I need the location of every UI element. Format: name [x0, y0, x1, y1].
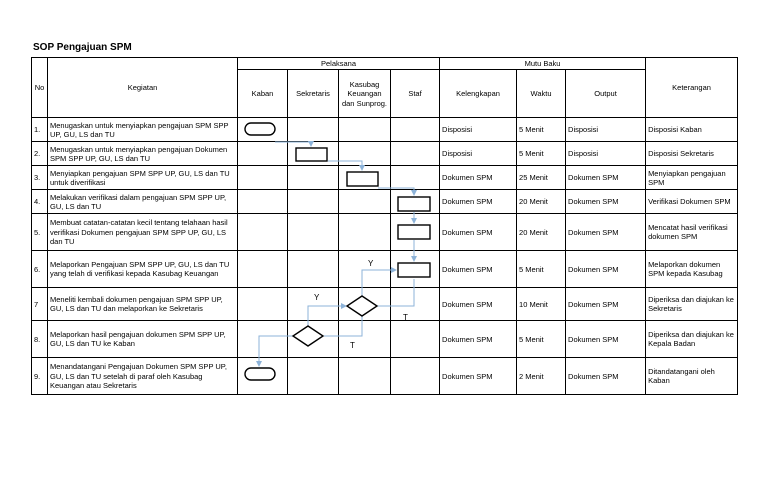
row-keterangan: Ditandatangani oleh Kaban [646, 358, 738, 395]
row-no: 2. [32, 142, 48, 166]
row-waktu: 20 Menit [517, 214, 566, 251]
flow-label-no: T [403, 313, 408, 322]
row-kegiatan: Menugaskan untuk menyiapkan pengajuan Dokumen SPM SPP UP, GU, LS dan TU [48, 142, 238, 166]
header-no: No [32, 58, 48, 118]
table-row [32, 288, 738, 321]
row-output: Dokumen SPM [566, 358, 646, 395]
row-output: Disposisi [566, 142, 646, 166]
row-waktu: 5 Menit [517, 321, 566, 358]
row-output: Dokumen SPM [566, 166, 646, 190]
row-keterangan: Melaporkan dokumen SPM kepada Kasubag [646, 251, 738, 288]
row-output: Dokumen SPM [566, 214, 646, 251]
row-waktu: 25 Menit [517, 166, 566, 190]
row-keterangan: Disposisi Sekretaris [646, 142, 738, 166]
row-kegiatan: Menandatangani Pengajuan Dokumen SPM SPP UP, GU, LS dan TU setelah di paraf oleh Kasubag Keuangan atau Sekretaris [48, 358, 238, 395]
table-row [32, 321, 738, 358]
header-kelengkapan: Kelengkapan [440, 70, 517, 118]
row-no: 9. [32, 358, 48, 395]
header-keterangan: Keterangan [646, 58, 738, 118]
row-kegiatan: Melaporkan Pengajuan SPM SPP UP, GU, LS dan TU yang telah di verifikasi kepada Kasubag Keuangan [48, 251, 238, 288]
table-row [32, 214, 738, 251]
row-no: 7 [32, 288, 48, 321]
flow-label-no: T [350, 341, 355, 350]
row-waktu: 5 Menit [517, 118, 566, 142]
row-keterangan: Disposisi Kaban [646, 118, 738, 142]
table-row [32, 118, 738, 142]
row-no: 4. [32, 190, 48, 214]
row-keterangan: Mencatat hasil verifikasi dokumen SPM [646, 214, 738, 251]
row-kegiatan: Menyiapkan pengajuan SPM SPP UP, GU, LS dan TU untuk diverifikasi [48, 166, 238, 190]
row-no: 6. [32, 251, 48, 288]
row-waktu: 2 Menit [517, 358, 566, 395]
row-kelengkapan: Dokumen SPM [440, 251, 517, 288]
sop-table [31, 57, 738, 395]
page-title: SOP Pengajuan SPM [33, 42, 132, 53]
row-no: 1. [32, 118, 48, 142]
row-output: Dokumen SPM [566, 190, 646, 214]
row-keterangan: Menyiapkan pengajuan SPM [646, 166, 738, 190]
header-output: Output [566, 70, 646, 118]
row-kelengkapan: Dokumen SPM [440, 214, 517, 251]
header-sekretaris: Sekretaris [288, 70, 339, 118]
row-kegiatan: Melakukan verifikasi dalam pengajuan SPM SPP UP, GU, LS dan TU [48, 190, 238, 214]
header-mutu-baku: Mutu Baku [440, 58, 646, 70]
table-row [32, 166, 738, 190]
row-output: Dokumen SPM [566, 288, 646, 321]
row-output: Dokumen SPM [566, 321, 646, 358]
row-waktu: 5 Menit [517, 251, 566, 288]
table-row [32, 251, 738, 288]
row-keterangan: Diperiksa dan diajukan ke Kepala Badan [646, 321, 738, 358]
row-output: Dokumen SPM [566, 251, 646, 288]
row-kegiatan: Menugaskan untuk menyiapkan pengajuan SPM SPP UP, GU, LS dan TU [48, 118, 238, 142]
row-no: 5. [32, 214, 48, 251]
row-kelengkapan: Dokumen SPM [440, 288, 517, 321]
row-waktu: 10 Menit [517, 288, 566, 321]
table-row [32, 142, 738, 166]
row-waktu: 5 Menit [517, 142, 566, 166]
header-kaban: Kaban [238, 70, 288, 118]
header-staf: Staf [391, 70, 440, 118]
header-waktu: Waktu [517, 70, 566, 118]
row-kelengkapan: Disposisi [440, 118, 517, 142]
header-pelaksana: Pelaksana [238, 58, 440, 70]
row-no: 8. [32, 321, 48, 358]
row-kelengkapan: Dokumen SPM [440, 358, 517, 395]
row-keterangan: Verifikasi Dokumen SPM [646, 190, 738, 214]
row-kegiatan: Melaporkan hasil pengajuan dokumen SPM SPP UP, GU, LS dan TU ke Kaban [48, 321, 238, 358]
row-kelengkapan: Dokumen SPM [440, 166, 517, 190]
flow-label-yes: Y [368, 259, 374, 268]
header-kegiatan: Kegiatan [48, 58, 238, 118]
flow-label-yes: Y [314, 293, 320, 302]
table-row [32, 358, 738, 395]
row-kegiatan: Meneliti kembali dokumen pengajuan SPM SPP UP, GU, LS dan TU dan melaporkan ke Sekretaris [48, 288, 238, 321]
row-no: 3. [32, 166, 48, 190]
row-kelengkapan: Disposisi [440, 142, 517, 166]
row-kelengkapan: Dokumen SPM [440, 190, 517, 214]
row-kelengkapan: Dokumen SPM [440, 321, 517, 358]
row-output: Disposisi [566, 118, 646, 142]
row-keterangan: Diperiksa dan diajukan ke Sekretaris [646, 288, 738, 321]
table-row [32, 190, 738, 214]
row-kegiatan: Membuat catatan-catatan kecil tentang telahaan hasil verifikasi Dokumen pengajuan SPM SPP UP, GU, LS dan TU [48, 214, 238, 251]
header-kasubag: Kasubag Keuangan dan Sunprog. [339, 70, 391, 118]
row-waktu: 20 Menit [517, 190, 566, 214]
